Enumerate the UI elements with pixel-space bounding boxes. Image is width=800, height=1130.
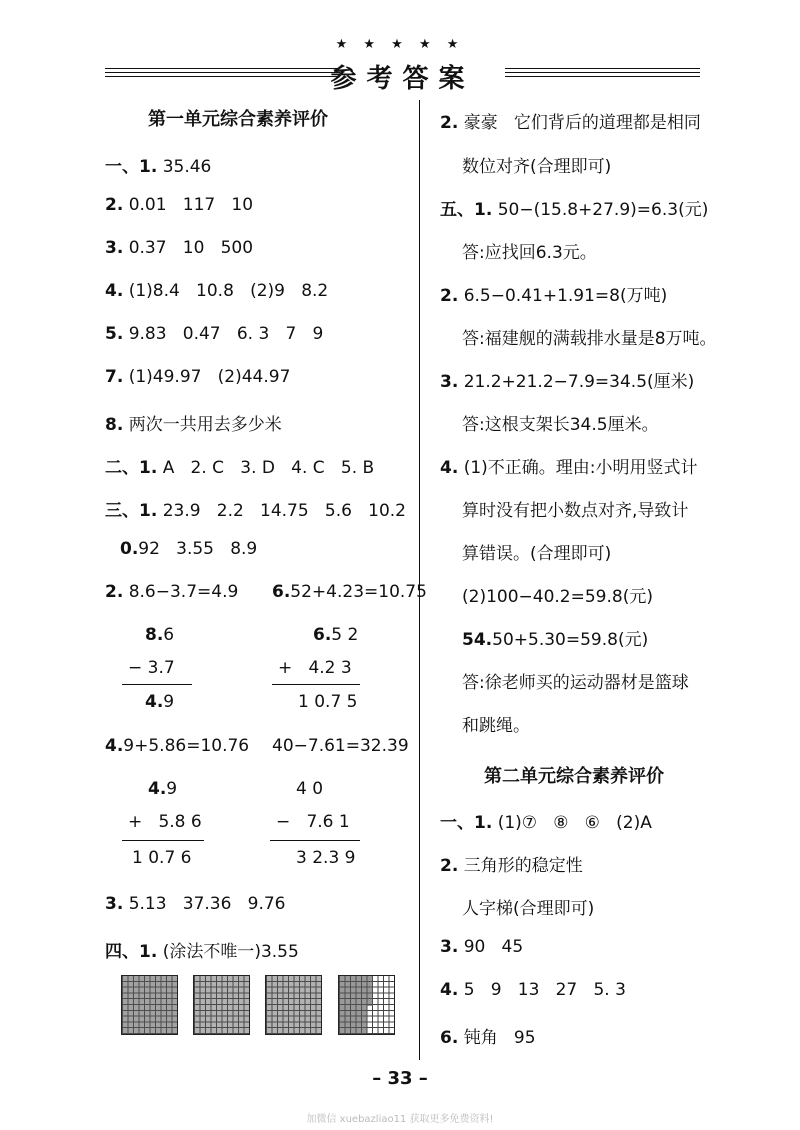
answer-line: 4.9+5.86=10.76: [105, 736, 250, 756]
question-number: 四、1.: [105, 942, 158, 962]
page-title: 参考答案: [330, 64, 475, 94]
calc-digit: + 5.8 6: [128, 812, 202, 832]
answer-line: (2)100−40.2=59.8(元): [462, 587, 653, 607]
calc-digit: − 3.7: [128, 658, 175, 678]
question-number: 五、1.: [440, 200, 493, 220]
question-number: 4.: [440, 458, 459, 478]
answer-line: 一、1. 35.46: [105, 157, 212, 177]
question-number: 4.: [105, 281, 124, 301]
answer-line: 五、1. 50−(15.8+27.9)=6.3(元): [440, 200, 709, 220]
answer-line: 三、1. 23.9 2.2 14.75 5.6 10.2: [105, 501, 406, 521]
section-heading-unit2: 第二单元综合素养评价: [484, 766, 664, 787]
answer-line: 3. 90 45: [440, 937, 524, 957]
calc-digit: 1 0.7 6: [132, 848, 192, 868]
answer-line: 6.52+4.23=10.75: [272, 582, 427, 602]
answer-line: 算时没有把小数点对齐,导致计: [462, 501, 689, 521]
question-number: 5.: [105, 324, 124, 344]
answer-line: 6. 钝角 95: [440, 1028, 536, 1048]
hundred-grid: [193, 975, 250, 1035]
answer-line: 算错误。(合理即可): [462, 544, 612, 564]
question-number: 2.: [105, 582, 124, 602]
calc-rule: [272, 684, 360, 685]
page-number: – 33 –: [372, 1068, 428, 1089]
question-number: 6.: [440, 1028, 459, 1048]
question-number: 一、1.: [440, 813, 493, 833]
calc-digit: 4.9: [148, 779, 178, 799]
answer-line: 54.50+5.30=59.8(元): [462, 630, 649, 650]
question-number: 3.: [105, 894, 124, 914]
answer-line: 7. (1)49.97 (2)44.97: [105, 367, 291, 387]
answer-line: 40−7.61=32.39: [272, 736, 409, 756]
answer-line: 数位对齐(合理即可): [462, 157, 612, 177]
question-number: 0.: [120, 539, 139, 559]
question-number: 4.: [148, 779, 167, 799]
question-number: 3.: [105, 238, 124, 258]
calc-digit: 4 0: [296, 779, 324, 799]
question-number: 4.: [440, 980, 459, 1000]
question-number: 8.: [105, 415, 124, 435]
answer-line: 3. 5.13 37.36 9.76: [105, 894, 286, 914]
title-bar: [105, 60, 700, 94]
question-number: 8.: [145, 625, 164, 645]
answer-line: 3. 0.37 10 500: [105, 238, 254, 258]
question-number: 54.: [462, 630, 493, 650]
question-number: 4.: [145, 692, 164, 712]
question-number: 3.: [440, 372, 459, 392]
hundred-grid: [265, 975, 322, 1035]
answer-line: 5. 9.83 0.47 6. 3 7 9: [105, 324, 324, 344]
answer-line: 四、1. (涂法不唯一)3.55: [105, 942, 299, 962]
question-number: 一、1.: [105, 157, 158, 177]
answer-line: 答:这根支架长34.5厘米。: [462, 415, 659, 435]
answer-line: 0.92 3.55 8.9: [120, 539, 258, 559]
answer-line: 4. (1)不正确。理由:小明用竖式计: [440, 458, 698, 478]
answer-line: 2. 0.01 117 10: [105, 195, 254, 215]
answer-line: 4. 5 9 13 27 5. 3: [440, 980, 626, 1000]
question-number: 3.: [440, 937, 459, 957]
question-number: 6.: [272, 582, 291, 602]
calc-digit: 8.6: [145, 625, 175, 645]
answer-line: 2. 6.5−0.41+1.91=8(万吨): [440, 286, 668, 306]
question-number: 2.: [440, 856, 459, 876]
hundred-grid: [121, 975, 178, 1035]
answer-line: 答:应找回6.3元。: [462, 243, 597, 263]
section-heading-unit1: 第一单元综合素养评价: [148, 109, 328, 130]
answer-line: 答:福建舰的满载排水量是8万吨。: [462, 329, 717, 349]
hundred-grid: [338, 975, 395, 1035]
answer-line: 和跳绳。: [462, 716, 530, 736]
answer-line: 二、1. A 2. C 3. D 4. C 5. B: [105, 458, 375, 478]
answer-line: 4. (1)8.4 10.8 (2)9 8.2: [105, 281, 329, 301]
question-number: 7.: [105, 367, 124, 387]
question-number: 2.: [440, 113, 459, 133]
question-number: 6.: [313, 625, 332, 645]
column-divider: [419, 100, 420, 1060]
watermark-text: 加微信 xuebazliao11 获取更多免费资料!: [306, 1114, 494, 1125]
question-number: 2.: [105, 195, 124, 215]
answer-line: 2. 8.6−3.7=4.9: [105, 582, 239, 602]
calc-rule: [122, 840, 204, 841]
calc-digit: 6.5 2: [313, 625, 359, 645]
calc-rule: [122, 684, 192, 685]
question-number: 二、1.: [105, 458, 158, 478]
answer-line: 2. 三角形的稳定性: [440, 856, 583, 876]
answer-line: 答:徐老师买的运动器材是篮球: [462, 673, 689, 693]
calc-digit: − 7.6 1: [276, 812, 350, 832]
answer-line: 8. 两次一共用去多少米: [105, 415, 282, 435]
calc-digit: 3 2.3 9: [296, 848, 356, 868]
header-stars: ★ ★ ★ ★ ★: [335, 37, 465, 52]
question-number: 4.: [105, 736, 124, 756]
answer-line: 3. 21.2+21.2−7.9=34.5(厘米): [440, 372, 695, 392]
answer-line: 2. 豪豪 它们背后的道理都是相同: [440, 113, 701, 133]
calc-rule: [270, 840, 360, 841]
calc-digit: + 4.2 3: [278, 658, 352, 678]
calc-digit: 4.9: [145, 692, 175, 712]
calc-digit: 1 0.7 5: [298, 692, 358, 712]
answer-line: 人字梯(合理即可): [462, 899, 595, 919]
question-number: 三、1.: [105, 501, 158, 521]
answer-line: 一、1. (1)⑦ ⑧ ⑥ (2)A: [440, 813, 652, 833]
question-number: 2.: [440, 286, 459, 306]
